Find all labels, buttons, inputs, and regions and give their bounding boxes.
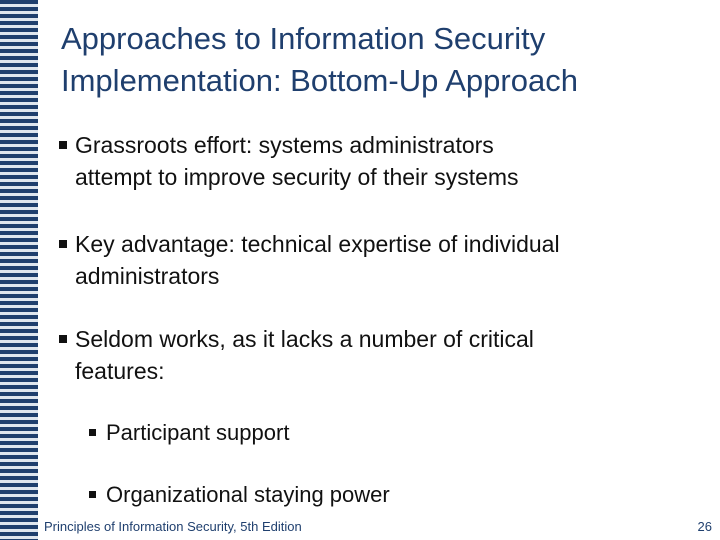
decorative-side-stripe (0, 0, 38, 540)
bullet-item-3 (75, 323, 534, 387)
bullet-item-2-line-2: administrators (75, 263, 220, 289)
footer-book-title: Principles of Information Security, 5th Edition (44, 519, 302, 534)
bullet-item-2-line-1: Key advantage: technical expertise of individual (75, 231, 560, 257)
sub-bullet-item-1-text: Participant support (106, 420, 290, 445)
bullet-item-1-line-1: Grassroots effort: systems administrators (75, 132, 494, 158)
bullet-item-1 (75, 129, 519, 193)
square-bullet-icon (59, 141, 67, 149)
bullet-item-3-line-1: Seldom works, as it lacks a number of critical (75, 326, 534, 352)
square-bullet-icon (89, 491, 96, 498)
sub-bullet-item-1 (106, 418, 289, 448)
slide-title (61, 18, 701, 102)
page-number: 26 (697, 519, 712, 534)
bullet-item-1-line-2: attempt to improve security of their systems (75, 164, 519, 190)
bullet-item-3-line-2: features: (75, 358, 165, 384)
square-bullet-icon (89, 429, 96, 436)
square-bullet-icon (59, 335, 67, 343)
sub-bullet-item-2 (106, 480, 390, 510)
slide-title-line-1: Approaches to Information Security (61, 21, 546, 56)
square-bullet-icon (59, 240, 67, 248)
sub-bullet-item-2-text: Organizational staying power (106, 482, 390, 507)
slide-title-line-2: Implementation: Bottom-Up Approach (61, 63, 578, 98)
bullet-item-2 (75, 228, 560, 292)
